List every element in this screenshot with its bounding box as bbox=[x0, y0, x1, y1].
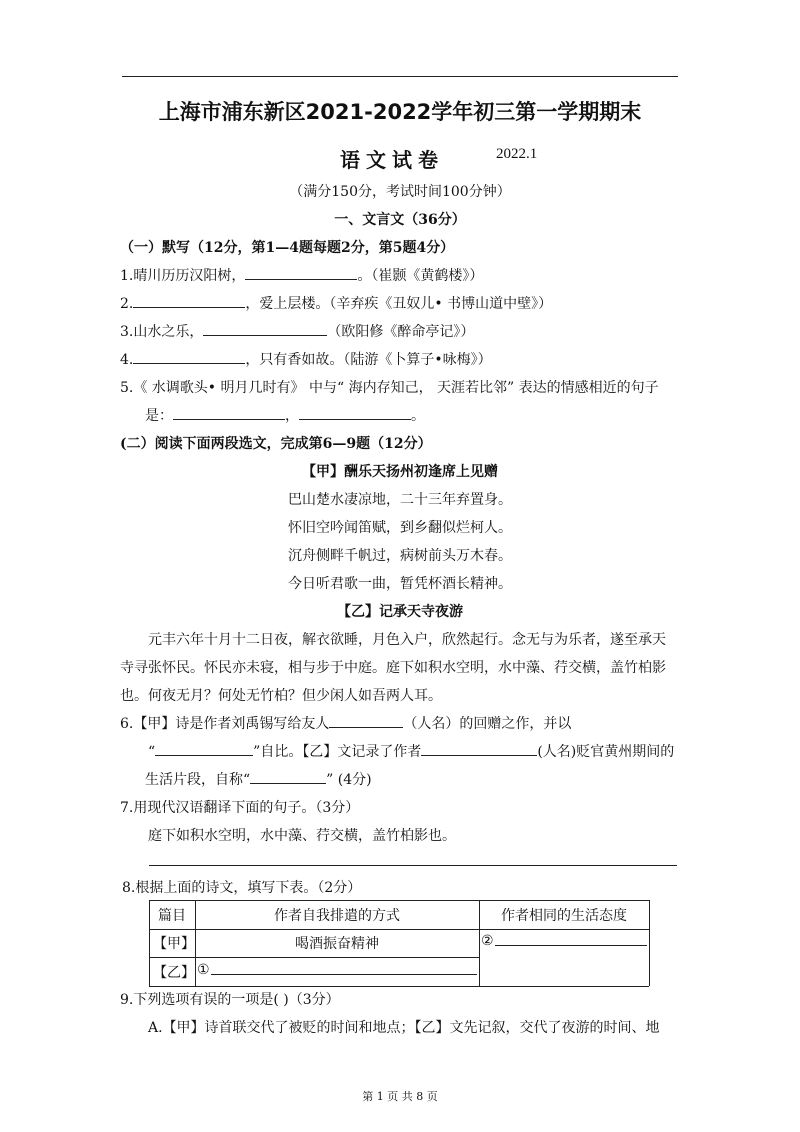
answer-blank[interactable] bbox=[133, 293, 245, 308]
section-heading: 一、文言文（36分） bbox=[334, 212, 466, 228]
table-cell: 【乙】 bbox=[153, 965, 195, 981]
poem-title: 【甲】酬乐天扬州初逢席上见赠 bbox=[302, 464, 498, 480]
prose-line: 也。何夜无月？何处无竹柏？但少闲人如吾两人耳。 bbox=[120, 688, 442, 704]
question-4: 4. ，只有香如故。（陆游《卜算子•咏梅》） bbox=[120, 349, 492, 369]
question-9: 9.下列选项有误的一项是( )（3分） bbox=[120, 992, 340, 1008]
question-6-line2: “ ”自比。【乙】文记录了作者 (人名)贬官黄州期间的 bbox=[148, 741, 674, 761]
answer-line[interactable] bbox=[149, 865, 677, 866]
exam-title: 上海市浦东新区2021-2022学年初三第一学期期末 bbox=[158, 100, 642, 124]
part1-heading: （一）默写（12分，第1—4题每题2分，第5题4分） bbox=[120, 240, 455, 256]
answer-table bbox=[149, 900, 649, 987]
top-rule bbox=[122, 76, 678, 77]
question-3: 3.山水之乐， （欧阳修《醉命亭记》） bbox=[120, 321, 474, 341]
exam-meta: （满分150分，考试时间100分钟） bbox=[289, 184, 511, 200]
answer-blank[interactable] bbox=[155, 741, 253, 756]
question-5-answer: 是： ， 。 bbox=[145, 405, 425, 425]
table-header: 篇目 bbox=[158, 908, 186, 924]
answer-blank[interactable] bbox=[245, 265, 357, 280]
question-5: 5.《 水调歌头• 明月几时有》 中与“ 海内存知己， 天涯若比邻” 表达的情感相近的句子 bbox=[120, 380, 659, 396]
answer-blank[interactable] bbox=[133, 349, 245, 364]
question-8: 8.根据上面的诗文，填写下表。（2分） bbox=[122, 880, 362, 896]
table-cell: 喝酒振奋精神 bbox=[295, 936, 379, 952]
table-cell: 【甲】 bbox=[153, 936, 195, 952]
prose-title: 【乙】记承天寺夜游 bbox=[337, 604, 463, 620]
answer-blank[interactable] bbox=[203, 321, 327, 336]
answer-blank[interactable] bbox=[250, 769, 326, 784]
question-7-sentence: 庭下如积水空明，水中藻、荇交横，盖竹柏影也。 bbox=[148, 828, 456, 844]
page-footer: 第 1 页 共 8 页 bbox=[362, 1090, 438, 1103]
option-a: A.【甲】诗首联交代了被贬的时间和地点；【乙】文先记叙，交代了夜游的时间、地 bbox=[148, 1020, 660, 1036]
poem-line: 沉舟侧畔千帆过，病树前头万木春。 bbox=[288, 548, 512, 564]
question-7: 7.用现代汉语翻译下面的句子。（3分） bbox=[120, 800, 360, 816]
answer-blank[interactable] bbox=[299, 405, 411, 420]
answer-blank[interactable] bbox=[329, 713, 403, 728]
prose-line: 寺寻张怀民。怀民亦未寝，相与步于中庭。庭下如积水空明，水中藻、荇交横，盖竹柏影 bbox=[120, 660, 666, 676]
exam-subtitle: 语文试卷 bbox=[340, 148, 444, 172]
answer-blank[interactable] bbox=[421, 741, 537, 756]
answer-line[interactable] bbox=[495, 945, 647, 946]
table-header: 作者自我排遣的方式 bbox=[274, 908, 400, 924]
table-cell: ② bbox=[481, 933, 494, 949]
question-1: 1.晴川历历汉阳树， 。（崔颢《黄鹤楼》） bbox=[120, 265, 483, 285]
poem-line: 怀旧空吟闻笛赋，到乡翻似烂柯人。 bbox=[288, 520, 512, 536]
question-2: 2. ，爱上层楼。（辛弃疾《丑奴儿• 书博山道中壁》） bbox=[120, 293, 552, 313]
table-cell: ① bbox=[197, 962, 210, 978]
poem-line: 今日听君歌一曲，暂凭杯酒长精神。 bbox=[288, 576, 512, 592]
question-6: 6.【甲】诗是作者刘禹锡写给友人 （人名）的回赠之作，并以 bbox=[120, 713, 571, 733]
answer-line[interactable] bbox=[211, 974, 477, 975]
part2-heading: (二）阅读下面两段选文，完成第6—9题（12分） bbox=[120, 436, 432, 452]
table-header: 作者相同的生活态度 bbox=[501, 908, 627, 924]
exam-date: 2022.1 bbox=[496, 146, 538, 162]
answer-blank[interactable] bbox=[173, 405, 285, 420]
prose-line: 元丰六年十月十二日夜，解衣欲睡，月色入户，欣然起行。念无与为乐者，遂至承天 bbox=[148, 632, 666, 648]
question-6-line3: 生活片段，自称“ ” (4分) bbox=[145, 769, 372, 789]
poem-line: 巴山楚水凄凉地，二十三年弃置身。 bbox=[288, 492, 512, 508]
